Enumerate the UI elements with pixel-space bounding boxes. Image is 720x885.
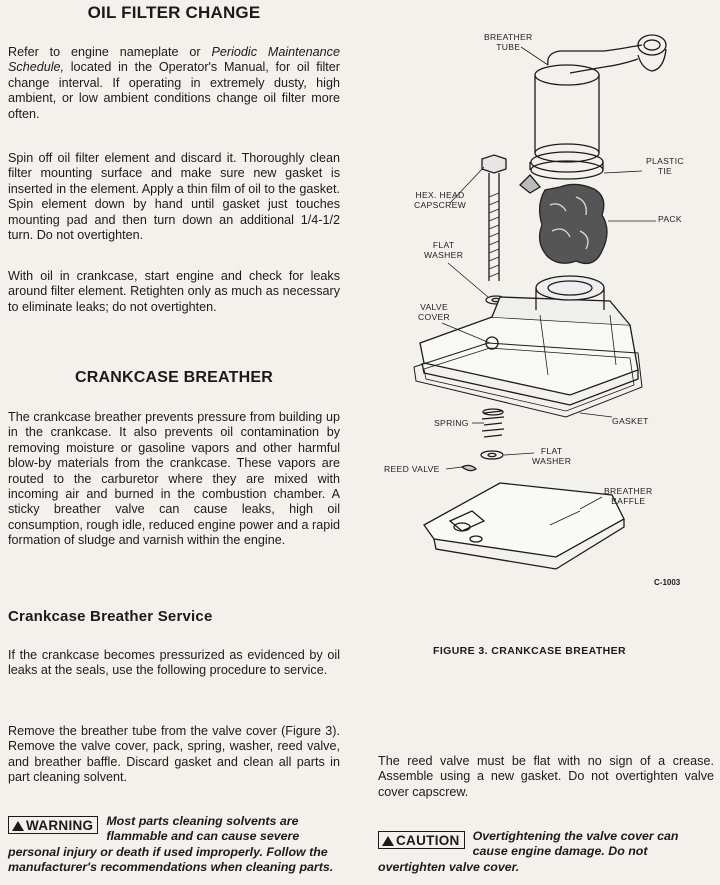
caution-text: Overtightening the valve cover can cause engine damage. Do not overtighten valve cover. [378,829,679,874]
caution-notice [378,829,714,875]
crankcase-breather-paragraph: The crankcase breather prevents pressure from building up in the crankcase. It also prevents oil contamination by removing moisture or gasoline vapors and other harmful blow-by materials from the crankcase. These vapors are routed to the carburetor where they are mixed with incoming air and burned in the combustion chamber. A sticky breather valve can cause leaks, high oil consumption, rough idle, reduced engine power and a rapid formation of sludge and varnish within the engine. [8,410,340,548]
warning-notice [8,814,340,876]
oil-filter-paragraph-1: Refer to engine nameplate or Periodic Maintenance Schedule, located in the Operator's Manual, for oil filter change interval. If operating in extremely dusty, high ambient, or low ambient conditions change oil filter more often. [8,45,340,121]
caution-triangle-icon [382,836,394,846]
caution-badge: CAUTION [378,831,465,849]
oil-filter-paragraph-2: Spin off oil filter element and discard it. Thoroughly clean filter mounting surface and make sure new gasket is inserted in the element. Apply a thin film of oil to the gasket. Spin element down by hand until gasket just touches mounting pad and then turn down an additional 1/4-1/2 turn. Do not overtighten. [8,151,340,243]
warning-text: Most parts cleaning solvents are flammable and can cause severe personal injury or death if used improperly. Follow the manufacturer's recommendations when cleaning parts. [8,814,334,875]
warning-badge: WARNING [8,816,98,834]
label-plastic-tie: PLASTIC TIE [646,156,684,176]
reed-valve-paragraph: The reed valve must be flat with no sign of a crease. Assemble using a new gasket. Do not overtighten valve cover capscrew. [378,754,714,799]
valve-cover-drawing [420,276,638,405]
oil-filter-heading: OIL FILTER CHANGE [87,3,261,22]
label-breather-baffle: BREATHER BAFFLE [604,486,653,506]
label-gasket: GASKET [612,416,649,426]
figure-caption: FIGURE 3. CRANKCASE BREATHER [433,645,627,657]
breather-baffle-drawing [424,483,624,569]
label-flat-washer-2: FLAT WASHER [532,446,572,466]
reed-valve-drawing [462,465,476,470]
label-hex-head-capscrew: HEX. HEAD CAPSCREW [414,190,467,210]
breather-service-paragraph-1: If the crankcase becomes pressurized as evidenced by oil leaks at the seals, use the following procedure to service. [8,648,340,678]
breather-service-paragraph-2: Remove the breather tube from the valve cover (Figure 3). Remove the valve cover, pack, spring, washer, reed valve, and breather baffle. Discard gasket and clean all parts in part cleaning solvent. [8,724,340,785]
crankcase-breather-heading: CRANKCASE BREATHER [75,369,273,386]
pack-drawing [540,184,607,263]
label-flat-washer-1: FLAT WASHER [424,240,464,260]
warning-triangle-icon [12,821,24,831]
label-spring: SPRING [434,418,469,428]
spring-drawing [482,409,504,437]
label-valve-cover: VALVE COVER [418,302,451,322]
hex-head-capscrew-drawing [482,155,506,281]
breather-tube-drawing [548,35,666,73]
oil-filter-paragraph-3: With oil in crankcase, start engine and check for leaks around filter element. Retighten only as much as necessary to eliminate leaks; do not overtighten. [8,269,340,314]
breather-service-heading: Crankcase Breather Service [8,608,213,625]
pack-housing-drawing [520,65,603,193]
label-reed-valve: REED VALVE [384,464,440,474]
flat-washer-2-drawing [481,451,503,459]
label-breather-tube: BREATHER TUBE [484,32,533,52]
figure-code: C-1003 [654,578,681,587]
label-pack: PACK [658,214,682,224]
